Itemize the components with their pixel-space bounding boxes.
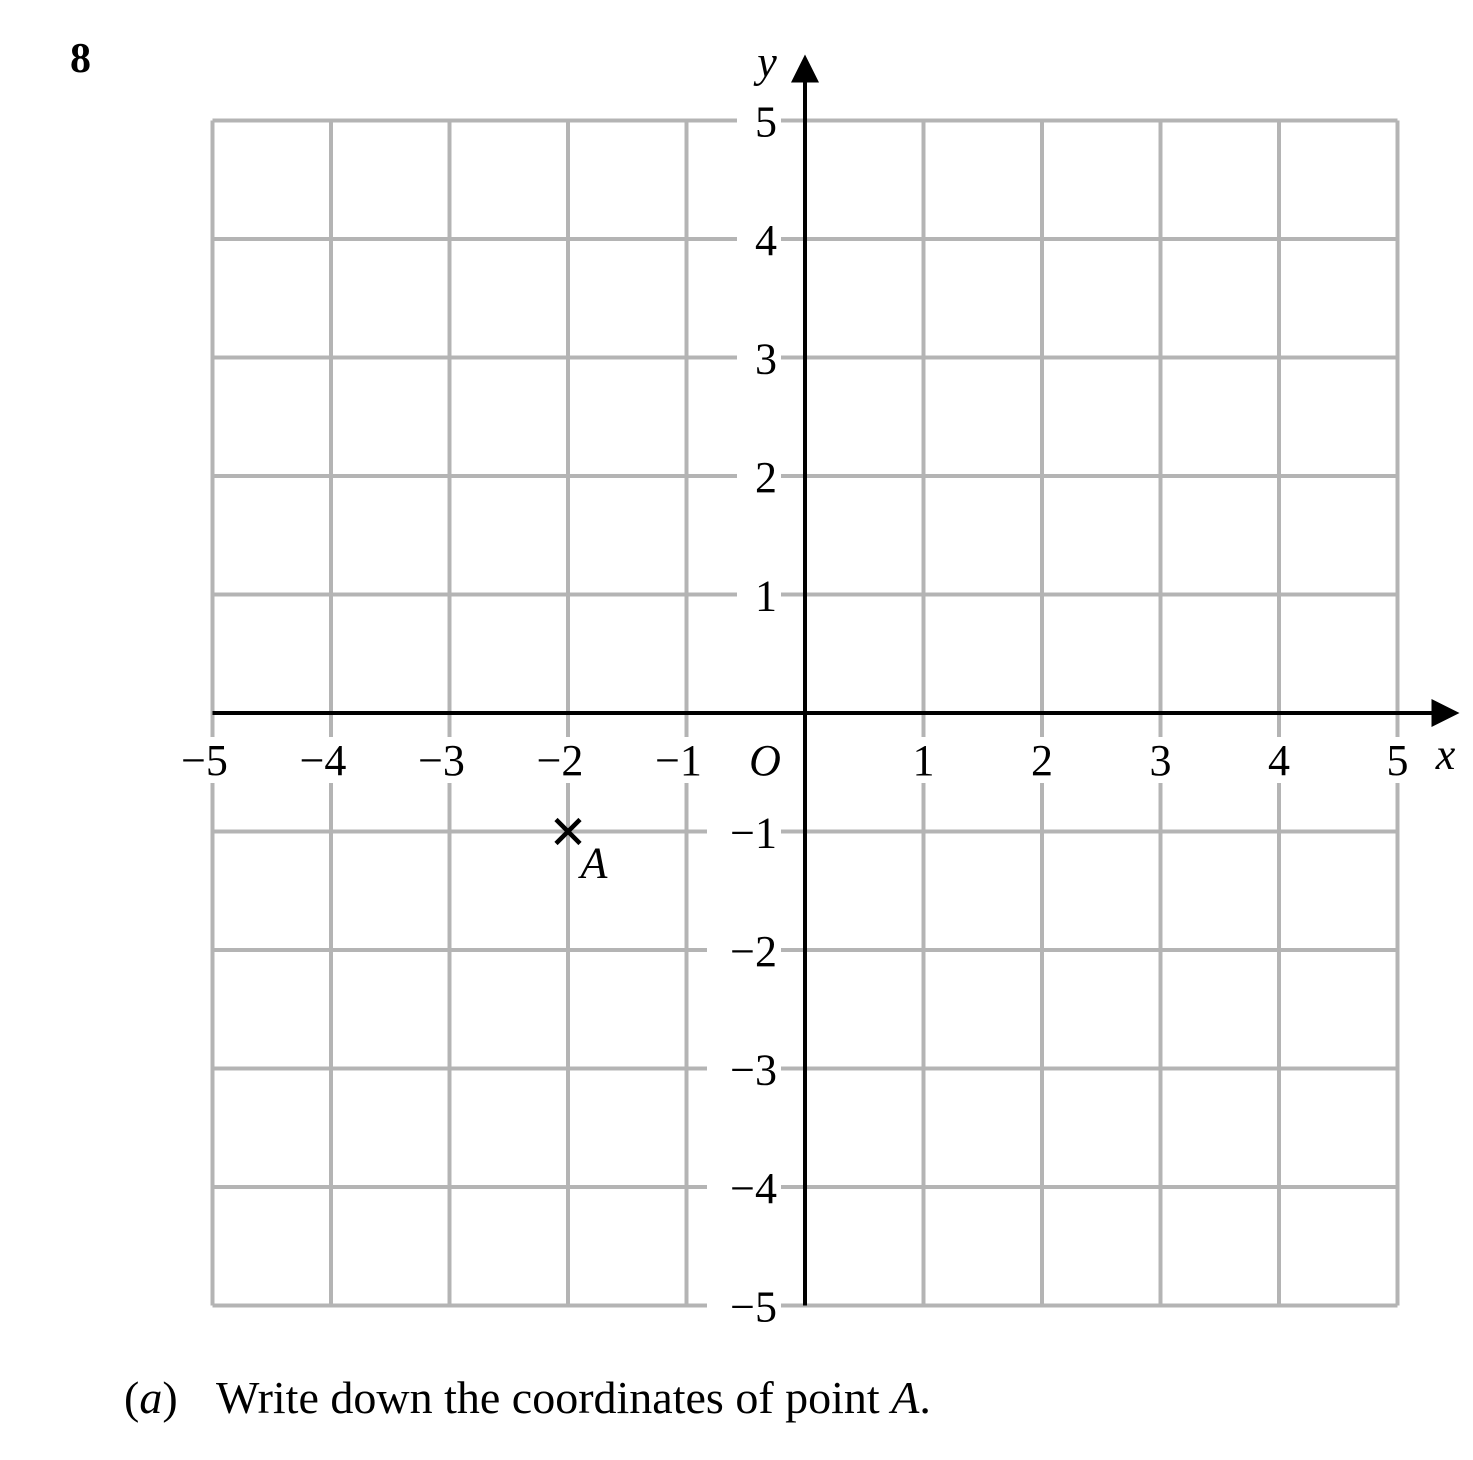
x-tick-label: −3 (418, 736, 465, 785)
part-label: (a) (124, 1372, 178, 1423)
question-part-a (124, 1370, 931, 1425)
y-tick-label: −4 (730, 1164, 777, 1213)
part-text: Write down the coordinates of point (216, 1372, 892, 1423)
origin-label: O (749, 736, 781, 785)
y-tick-label: 4 (755, 216, 777, 265)
x-axis-arrow (1432, 699, 1460, 727)
part-end: . (919, 1372, 931, 1423)
y-tick-label: 2 (755, 453, 777, 502)
axes (213, 55, 1460, 1306)
x-tick-label: 5 (1386, 736, 1409, 785)
y-axis-arrow (791, 55, 819, 83)
x-tick-label: −5 (181, 736, 228, 785)
axis-labels (741, 38, 1456, 786)
y-tick-label: −3 (730, 1045, 777, 1095)
question-number: 8 (70, 36, 91, 82)
x-tick-label: −1 (655, 736, 702, 785)
point-label: A (580, 838, 608, 888)
part-letter: a (139, 1372, 163, 1423)
x-tick-label: 4 (1268, 736, 1290, 785)
y-tick-label: −5 (730, 1282, 777, 1332)
x-tick-label: 1 (912, 736, 935, 785)
y-tick-label: 1 (755, 571, 777, 621)
x-tick-label: 2 (1031, 736, 1053, 785)
x-tick-label: −4 (299, 736, 347, 785)
y-axis-label: y (757, 37, 777, 87)
y-tick-label: −2 (730, 927, 777, 976)
x-tick-label: 3 (1149, 736, 1172, 785)
point-name: A (891, 1372, 920, 1423)
x-tick-label: −2 (536, 736, 584, 785)
y-tick-label: −1 (730, 808, 777, 858)
x-axis-label: x (1435, 730, 1456, 779)
y-tick-label: 3 (755, 334, 777, 384)
y-tick-label: 5 (755, 97, 777, 147)
